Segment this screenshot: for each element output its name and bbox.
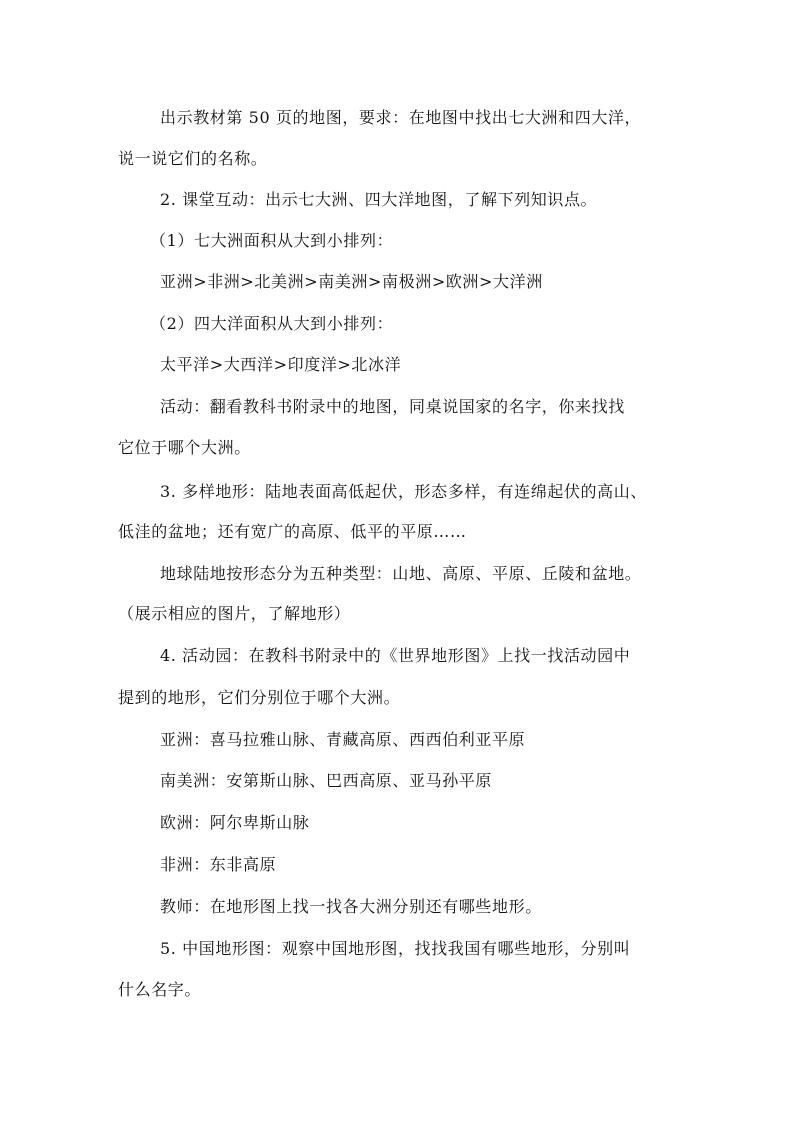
paragraph-line: 说一说它们的名称。 (118, 149, 268, 168)
paragraph-line: 3. 多样地形：陆地表面高低起伏，形态多样，有连绵起伏的高山、 (160, 482, 647, 501)
paragraph-line: 4. 活动园：在教科书附录中的《世界地形图》上找一找活动园中 (160, 646, 631, 665)
paragraph-line: （2）四大洋面积从大到小排列： (150, 314, 394, 333)
paragraph-line: 亚洲>非洲>北美洲>南美洲>南极洲>欧洲>大洋洲 (160, 272, 543, 291)
paragraph-line: 它位于哪个大洲。 (118, 438, 251, 457)
paragraph-line: 什么名字。 (118, 980, 202, 999)
paragraph-line: 低洼的盆地；还有宽广的高原、低平的平原…… (118, 522, 467, 541)
paragraph-line: （展示相应的图片，了解地形） (118, 604, 351, 623)
paragraph-line: 南美洲：安第斯山脉、巴西高原、亚马孙平原 (160, 771, 493, 790)
paragraph-line: 活动：翻看教科书附录中的地图，同桌说国家的名字，你来找找 (160, 397, 625, 416)
paragraph-line: 地球陆地按形态分为五种类型：山地、高原、平原、丘陵和盆地。 (160, 564, 642, 583)
paragraph-line: 教师：在地形图上找一找各大洲分别还有哪些地形。 (160, 897, 542, 916)
paragraph-line: 太平洋>大西洋>印度洋>北冰洋 (160, 355, 402, 374)
paragraph-line: 5. 中国地形图：观察中国地形图，找找我国有哪些地形，分别叫 (160, 939, 631, 958)
paragraph-line: 非洲：东非高原 (160, 855, 277, 874)
paragraph-line: （1）七大洲面积从大到小排列： (150, 231, 394, 250)
paragraph-line: 亚洲：喜马拉雅山脉、青藏高原、西西伯利亚平原 (160, 730, 526, 749)
paragraph-line: 欧洲：阿尔卑斯山脉 (160, 813, 310, 832)
paragraph-line: 2. 课堂互动：出示七大洲、四大洋地图，了解下列知识点。 (160, 190, 598, 209)
paragraph-line: 出示教材第 50 页的地图，要求：在地图中找出七大洲和四大洋， (160, 108, 642, 127)
paragraph-line: 提到的地形，它们分别位于哪个大洲。 (118, 688, 401, 707)
